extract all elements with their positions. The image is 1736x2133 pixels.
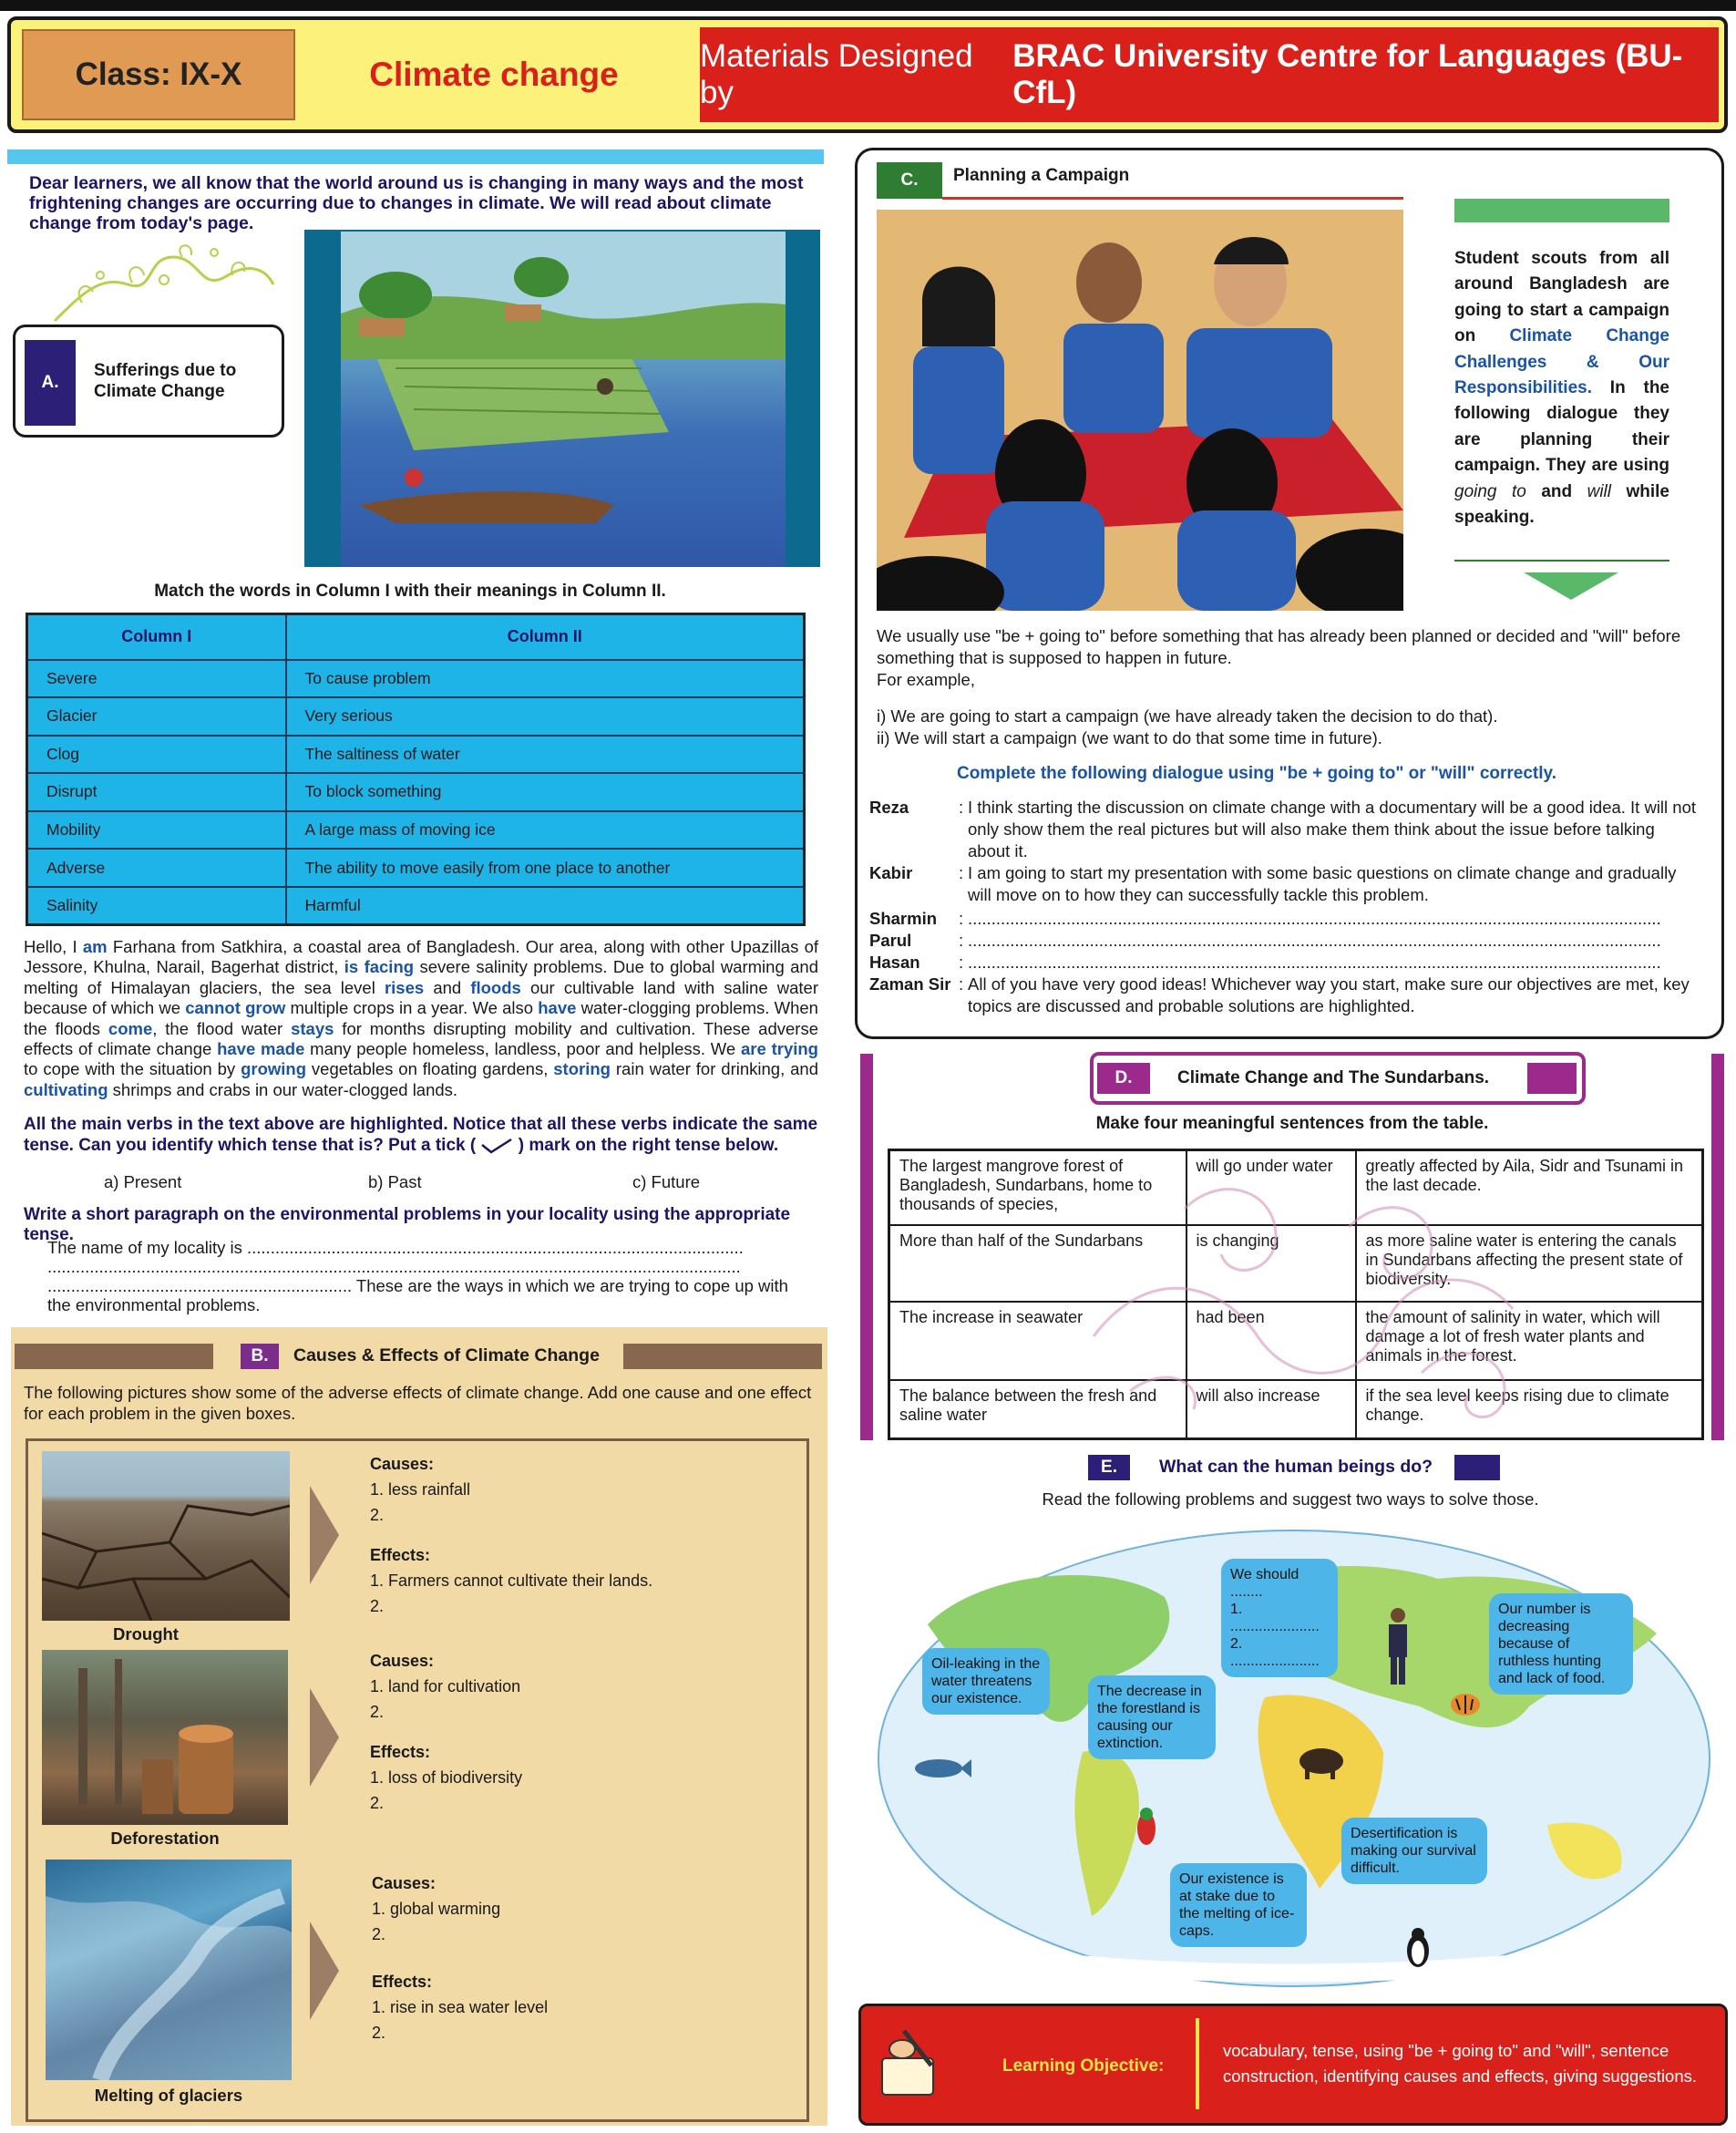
section-c-rule <box>942 197 1403 200</box>
desertification-bubble: Desertification is making our survival difficult. <box>1341 1818 1487 1884</box>
speaker-colon: : <box>959 931 964 950</box>
passage-text: , the flood water <box>152 1018 292 1038</box>
usage-explanation <box>877 625 1700 691</box>
human-figure-icon <box>1380 1606 1416 1688</box>
passage-text: vegetables on floating gardens, <box>306 1059 554 1079</box>
word-cell: Clog <box>27 736 286 774</box>
causes-label: Causes: <box>370 1652 435 1670</box>
highlighted-verb: cannot grow <box>185 998 286 1018</box>
section-d-accent <box>1527 1063 1577 1094</box>
meaning-cell: Harmful <box>286 887 805 925</box>
section-c-green-bar <box>1454 199 1669 222</box>
section-a-title: Sufferings due to Climate Change <box>94 361 237 401</box>
dialogue-line-reza <box>869 797 1699 862</box>
page-title: Climate change <box>369 56 619 93</box>
effects-label: Effects: <box>370 1546 431 1564</box>
floating-garden-illustration <box>341 232 786 567</box>
examples <box>877 706 1497 749</box>
subject-cell: The increase in seawater <box>889 1302 1186 1380</box>
section-e-instruction: Read the following problems and suggest two ways to solve those. <box>1042 1489 1539 1509</box>
subject-cell: The largest mangrove forest of Bangladesh, Sundarbans, home to thousands of species, <box>889 1150 1186 1225</box>
dialogue-blank[interactable]: .................................................................................................................................................... <box>968 953 1661 972</box>
section-c-tag: C. <box>877 162 942 199</box>
drought-photo <box>42 1451 290 1621</box>
section-b-instruction: The following pictures show some of the adverse effects of climate change. Add one cause and one effect for each problem in the given boxes. <box>24 1383 812 1423</box>
tick-icon <box>480 1138 513 1154</box>
section-d-instruction: Make four meaningful sentences from the table. <box>1095 1114 1489 1133</box>
class-label: Class: IX-X <box>22 29 295 120</box>
section-d-title: Climate Change and The Sundarbans. <box>1177 1068 1490 1087</box>
word-cell: Adverse <box>27 849 286 887</box>
vine-ornament-icon <box>46 239 282 330</box>
passage-text: multiple crops in a year. We also <box>285 998 539 1018</box>
meaning-cell: Very serious <box>286 697 805 736</box>
scouts-meeting-illustration <box>877 210 1403 611</box>
dialogue-line-zaman-sir <box>869 974 1699 1017</box>
cause-line: 1. global warming <box>372 1900 501 1918</box>
penguin-icon <box>1400 1925 1436 1971</box>
verb-cell: will go under water <box>1186 1150 1356 1225</box>
arrow-right-icon <box>310 1922 339 2020</box>
effects-label: Effects: <box>372 1973 433 1991</box>
subject-cell: The balance between the fresh and saline water <box>889 1380 1186 1439</box>
glaciers-causes-effects <box>372 1870 548 2045</box>
word-cell: Mobility <box>27 811 286 850</box>
cause-line[interactable]: 2. <box>370 1703 385 1721</box>
page-header <box>7 16 1728 133</box>
learning-objective-label: Learning Objective: <box>1002 2056 1165 2076</box>
arrow-right-icon <box>310 1688 339 1787</box>
passage-text: and <box>424 977 471 997</box>
table-row <box>889 1302 1703 1380</box>
hunting-bubble: Our number is decreasing because of ruthless hunting and lack of food. <box>1489 1593 1633 1695</box>
will-term: will <box>1587 481 1611 501</box>
dialogue-text: I am going to start my presentation with some basic questions on climate change and gradually will move on to how they can successfully tackle this problem. <box>968 863 1677 904</box>
scouts-text: while speaking. <box>1454 481 1669 528</box>
passage-text: our cultivable land with saline water because of which we <box>24 977 819 1018</box>
vocabulary-match-table <box>26 613 806 926</box>
word-cell: Glacier <box>27 697 286 736</box>
paragraph-instruction: Write a short paragraph on the environmental problems in your locality using the appropriate tense. <box>24 1205 791 1244</box>
verb-cell: is changing <box>1186 1225 1356 1302</box>
tense-instruction-part: All the main verbs in the text above are highlighted. Notice that all these verbs indicate the same tense. Can you identify which tense that is? Put a tick ( <box>24 1115 818 1155</box>
dialogue-text: I think starting the discussion on climate change with a documentary will be a good idea. It will not only show them the real pictures but will also make them think about the issue before talking about it. <box>968 798 1697 860</box>
effect-line: 1. rise in sea water level <box>372 1998 549 2016</box>
table-row <box>27 736 805 774</box>
section-e-accent <box>1454 1455 1500 1480</box>
dialogue-line-kabir <box>869 862 1699 906</box>
speaker-colon: : <box>959 909 964 928</box>
dialogue-text: All of you have very good ideas! Whichever way you start, make sure our objectives are met, key topics are discussed and probable solutions are highlighted. <box>968 974 1690 1015</box>
effect-line[interactable]: 2. <box>370 1794 385 1812</box>
melting-glaciers-caption: Melting of glaciers <box>94 2086 243 2105</box>
materials-credit <box>700 27 1719 122</box>
paragraph-line: ................................................................. These are the ways in which we are trying to cope up with the environmental problems. <box>47 1276 788 1314</box>
highlighted-verb: am <box>82 937 108 956</box>
dialogue-blank[interactable]: .................................................................................................................................................... <box>968 931 1661 950</box>
oil-leak-bubble: Oil-leaking in the water threatens our existence. <box>922 1648 1050 1715</box>
highlighted-verb: rises <box>384 977 425 997</box>
intro-text: Dear learners, we all know that the world around us is changing in many ways and the most frightening changes are occurring due to changes in climate. We will read about climate change from today's page. <box>29 173 804 233</box>
passage-text: for months disrupting mobility and cultivation. These adverse effects of climate change <box>24 1018 818 1059</box>
section-d-bar-right <box>1711 1054 1724 1440</box>
verb-cell: will also increase <box>1186 1380 1356 1439</box>
meaning-cell: The ability to move easily from one place to another <box>286 849 805 887</box>
tense-instruction <box>24 1114 818 1156</box>
cause-line[interactable]: 2. <box>370 1506 385 1524</box>
section-c-title: Planning a Campaign <box>953 166 1130 185</box>
effects-label: Effects: <box>370 1743 431 1761</box>
highlighted-verb: have <box>538 998 577 1018</box>
passage-text: rain water for drinking, and <box>610 1059 818 1079</box>
table-row <box>27 660 805 698</box>
cause-line: 1. land for cultivation <box>370 1677 521 1695</box>
campaign-topic: Climate Change Challenges & Our Responsibilities. <box>1454 326 1669 398</box>
learning-objective-text: vocabulary, tense, using "be + going to" and "will", sentence construction, identifying causes and effects, giving suggestions. <box>1223 2041 1698 2086</box>
tense-option-past[interactable]: b) Past <box>368 1172 422 1191</box>
highlighted-verb: is facing <box>344 957 415 977</box>
speaker-name: Reza <box>869 798 909 817</box>
example-line: i) We are going to start a campaign (we have already taken the decision to do that). <box>877 706 1498 726</box>
speaker-name: Sharmin <box>869 909 938 928</box>
meaning-cell: To cause problem <box>286 660 805 698</box>
tiger-icon <box>1447 1688 1484 1719</box>
paragraph-writing-area[interactable] <box>47 1238 804 1314</box>
highlighted-verb: have made <box>217 1039 305 1059</box>
meaning-cell: The saltiness of water <box>286 736 805 774</box>
word-cell: Salinity <box>27 887 286 925</box>
speaker-colon: : <box>959 863 964 882</box>
melting-glaciers-photo <box>46 1860 292 2080</box>
sundarbans-sentence-table <box>888 1149 1704 1440</box>
drought-caption: Drought <box>113 1624 179 1644</box>
table-row <box>27 887 805 925</box>
table-row <box>27 773 805 811</box>
tense-instruction-part: ) mark on the right tense below. <box>518 1136 779 1155</box>
section-e-title: What can the human beings do? <box>1159 1457 1433 1477</box>
bubble-blank[interactable]: 2. ...................... <box>1230 1636 1320 1669</box>
speaker-colon: : <box>959 798 964 817</box>
complement-cell: the amount of salinity in water, which will damage a lot of fresh water plants and animals in the forest. <box>1356 1302 1703 1380</box>
cause-line[interactable]: 2. <box>372 1925 386 1943</box>
section-e-tag: E. <box>1088 1455 1130 1480</box>
table-row <box>889 1380 1703 1439</box>
passage-text: severe salinity problems. Due to global warming and melting of Himalayan glaciers, the sea level <box>24 957 818 997</box>
causes-label: Causes: <box>372 1874 437 1892</box>
effect-line[interactable]: 2. <box>372 2024 386 2042</box>
section-c-divider <box>1454 560 1669 562</box>
section-b-tag: B. <box>241 1344 279 1369</box>
for-example-label: For example, <box>877 670 975 689</box>
highlighted-verb: are trying <box>741 1039 818 1059</box>
highlighted-verb: come <box>108 1018 153 1038</box>
column-i-header: Column I <box>27 614 286 660</box>
speaker-name: Kabir <box>869 863 913 882</box>
deforestation-photo <box>42 1650 288 1825</box>
drought-causes-effects <box>370 1451 652 1619</box>
effect-line[interactable]: 2. <box>370 1597 385 1615</box>
effect-line: 1. Farmers cannot cultivate their lands. <box>370 1571 653 1590</box>
learning-objective-divider <box>1196 2018 1199 2109</box>
subject-cell: More than half of the Sundarbans <box>889 1225 1186 1302</box>
effect-line: 1. loss of biodiversity <box>370 1768 523 1787</box>
passage-text: to cope with the situation by <box>24 1059 241 1079</box>
speaker-name: Hasan <box>869 953 920 972</box>
materials-prefix: Materials Designed by <box>700 38 973 110</box>
forest-bubble: The decrease in the forestland is causing our extinction. <box>1088 1675 1216 1759</box>
causes-label: Causes: <box>370 1455 435 1473</box>
dialogue-line-sharmin[interactable] <box>869 908 1699 930</box>
cause-line: 1. less rainfall <box>370 1480 471 1499</box>
arrow-right-icon <box>310 1486 339 1584</box>
section-b-bar-left <box>15 1344 213 1369</box>
bubble-blank[interactable]: 1. ...................... <box>1230 1602 1320 1634</box>
scouts-description <box>1454 246 1669 531</box>
highlighted-verb: stays <box>291 1018 334 1038</box>
section-a-tag: A. <box>25 340 76 426</box>
table-row <box>27 811 805 850</box>
passage-text: shrimps and crabs in our water-clogged lands. <box>108 1079 458 1099</box>
materials-org: BRAC University Centre for Languages (BU-CfL) <box>1012 38 1683 110</box>
passage-text: many people homeless, landless, poor and helpless. We <box>304 1039 742 1059</box>
section-d-tag: D. <box>1097 1063 1150 1094</box>
complement-cell: as more saline water is entering the canals in Sundarbans affecting the present state of biodiversity. <box>1356 1225 1703 1302</box>
meaning-cell: A large mass of moving ice <box>286 811 805 850</box>
deforestation-causes-effects <box>370 1648 522 1816</box>
verb-cell: had been <box>1186 1302 1356 1380</box>
section-a-label-box <box>13 325 284 438</box>
bison-icon <box>1294 1743 1349 1779</box>
dialogue-line-parul[interactable] <box>869 930 1699 952</box>
passage-text: Farhana from Satkhira, a coastal area of Bangladesh. Our area, along with other Upazillas of Jessore, Khulna, Narail, Bagerhat district, <box>24 937 818 977</box>
section-d-bar-left <box>860 1054 873 1440</box>
highlighted-verb: cultivating <box>24 1079 108 1099</box>
complement-cell: if the sea level keeps rising due to climate change. <box>1356 1380 1703 1439</box>
section-b-title: Causes & Effects of Climate Change <box>293 1345 600 1365</box>
suggestion-bubble[interactable] <box>1221 1559 1338 1677</box>
dialogue-blank[interactable]: .................................................................................................................................................... <box>968 909 1661 928</box>
scouts-text: and <box>1525 481 1587 501</box>
paragraph-line: The name of my locality is .......................................................................................................... <box>47 1238 744 1257</box>
section-b-bar-right <box>623 1344 822 1369</box>
word-cell: Disrupt <box>27 773 286 811</box>
speaker-name: Zaman Sir <box>869 974 951 994</box>
meaning-cell: To block something <box>286 773 805 811</box>
highlighted-verb: storing <box>553 1059 611 1079</box>
tense-option-future[interactable]: c) Future <box>632 1172 701 1191</box>
ice-cap-bubble: Our existence is at stake due to the melting of ice-caps. <box>1170 1863 1307 1947</box>
example-line: ii) We will start a campaign (we want to do that some time in future). <box>877 728 1382 747</box>
whale-icon <box>909 1750 973 1787</box>
highlighted-verb: floods <box>470 977 521 997</box>
world-map-panel <box>873 1524 1715 1993</box>
table-row <box>27 697 805 736</box>
passage-text: Hello, I <box>24 937 83 956</box>
complement-cell: greatly affected by Aila, Sidr and Tsunami in the last decade. <box>1356 1150 1703 1225</box>
table-row <box>889 1150 1703 1225</box>
column-ii-header: Column II <box>286 614 805 660</box>
scouts-text: In the following dialogue they are planning their campaign. They are using <box>1454 378 1669 476</box>
left-accent-bar <box>7 149 824 164</box>
going-to-term: going to <box>1454 481 1526 501</box>
dialogue-instruction: Complete the following dialogue using "be + going to" or "will" correctly. <box>957 764 1556 783</box>
paragraph-line: .................................................................................................................................................... <box>47 1257 741 1276</box>
bubble-text: We should ........ <box>1230 1567 1299 1600</box>
speaker-colon: : <box>959 953 964 972</box>
dialogue-line-hasan[interactable] <box>869 952 1699 974</box>
parrot-icon <box>1128 1807 1165 1852</box>
passage-text: water-clogging problems. When the floods <box>24 998 818 1038</box>
down-triangle-icon <box>1524 572 1618 600</box>
table-row <box>889 1225 1703 1302</box>
word-cell: Severe <box>27 660 286 698</box>
match-instruction: Match the words in Column I with their meanings in Column II. <box>154 582 666 601</box>
top-rule <box>0 0 1736 11</box>
highlighted-verb: growing <box>241 1059 306 1079</box>
table-row <box>27 849 805 887</box>
speaker-colon: : <box>959 974 964 994</box>
deforestation-caption: Deforestation <box>110 1829 220 1848</box>
farhana-passage <box>24 937 818 1100</box>
scouts-text: Student scouts from all around Bangladesh are going to start a campaign on <box>1454 249 1669 346</box>
tense-option-present[interactable]: a) Present <box>104 1172 182 1191</box>
speaker-name: Parul <box>869 931 912 950</box>
usage-text: We usually use "be + going to" before something that has already been planned or decided and "will" before something that is supposed to happen in future. <box>877 626 1681 667</box>
hand-writing-icon <box>877 2022 950 2104</box>
